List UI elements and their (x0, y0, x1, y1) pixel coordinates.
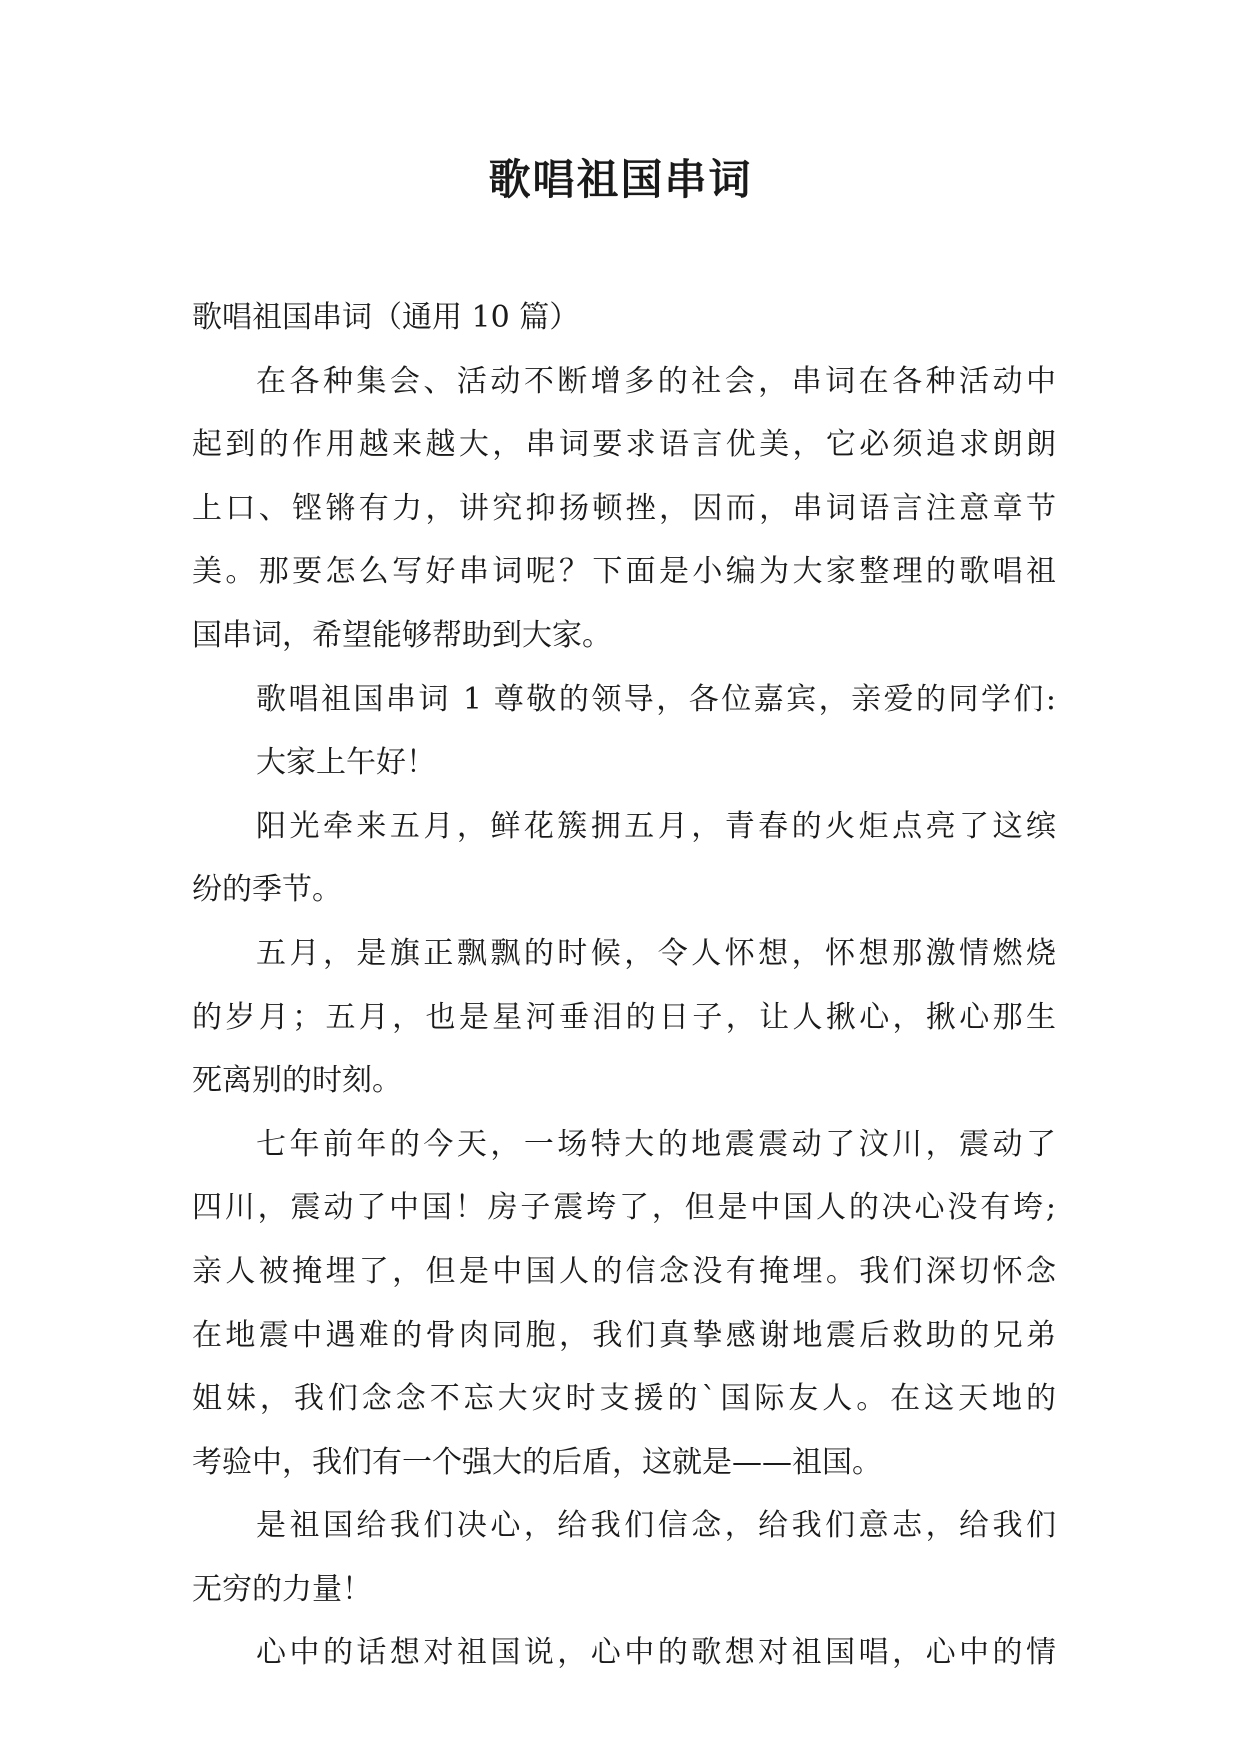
page-title: 歌唱祖国串词 (488, 155, 753, 204)
text-line: 美。那要怎么写好串词呢？下面是小编为大家整理的歌唱祖 (192, 554, 1056, 590)
text-line: 是祖国给我们决心，给我们信念，给我们意志，给我们 (256, 1508, 1056, 1544)
text-line: 四川，震动了中国！房子震垮了，但是中国人的决心没有垮; (192, 1190, 1056, 1226)
text-line: 在地震中遇难的骨肉同胞，我们真挚感谢地震后救助的兄弟 (192, 1317, 1056, 1353)
text-line: 歌唱祖国串词（通用 10 篇） (192, 300, 580, 335)
text-line: 纷的季节。 (192, 872, 342, 908)
text-line: 考验中，我们有一个强大的后盾，这就是——祖国。 (192, 1444, 882, 1480)
document-body (192, 286, 1056, 1685)
text-line: 国串词，希望能够帮助到大家。 (192, 617, 612, 653)
text-line: 心中的话想对祖国说，心中的歌想对祖国唱，心中的情 (256, 1635, 1056, 1671)
text-line: 七年前年的今天，一场特大的地震震动了汶川，震动了 (256, 1126, 1056, 1162)
text-line: 五月，是旗正飘飘的时候，令人怀想，怀想那激情燃烧 (256, 935, 1056, 971)
text-line: 大家上午好！ (256, 745, 436, 781)
text-line: 无穷的力量！ (192, 1571, 372, 1607)
text-line: 上口、铿锵有力，讲究抑扬顿挫，因而，串词语言注意章节 (192, 490, 1056, 526)
text-line: 亲人被掩埋了，但是中国人的信念没有掩埋。我们深切怀念 (192, 1253, 1056, 1289)
text-line: 死离别的时刻。 (192, 1063, 402, 1099)
text-line: 起到的作用越来越大，串词要求语言优美，它必须追求朗朗 (192, 427, 1056, 463)
text-line: 姐妹，我们念念不忘大灾时支援的`国际友人。在这天地的 (192, 1381, 1056, 1417)
text-line: 阳光牵来五月，鲜花簇拥五月，青春的火炬点亮了这缤 (256, 808, 1056, 844)
text-line: 歌唱祖国串词 1 尊敬的领导，各位嘉宾，亲爱的同学们: (256, 681, 1056, 717)
text-line: 在各种集会、活动不断增多的社会，串词在各种活动中 (256, 363, 1056, 399)
text-line: 的岁月；五月，也是星河垂泪的日子，让人揪心，揪心那生 (192, 999, 1056, 1035)
